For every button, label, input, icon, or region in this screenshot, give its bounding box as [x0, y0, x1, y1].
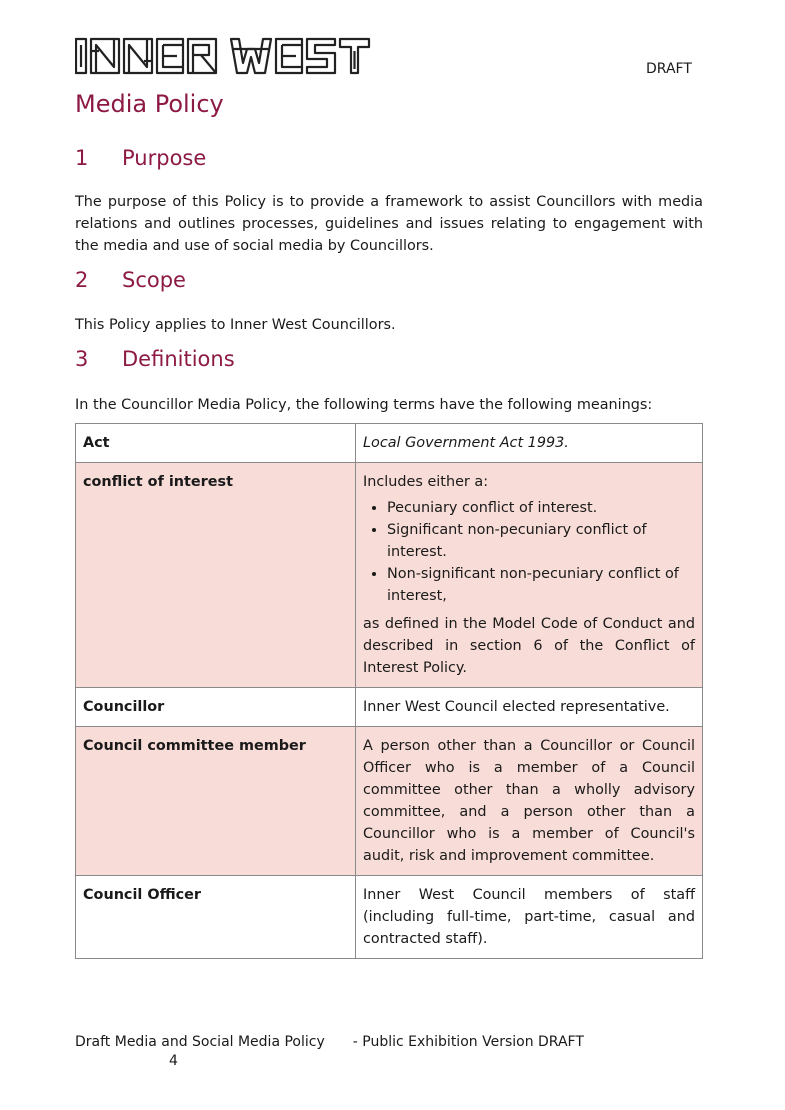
definitions-intro: In the Councillor Media Policy, the following terms have the following meanings: — [75, 397, 653, 413]
definition-list — [363, 497, 695, 607]
definition-term: Act — [76, 424, 356, 463]
section-heading-purpose — [75, 146, 206, 170]
definition-term: Council committee member — [76, 727, 356, 876]
page-footer — [75, 1031, 584, 1053]
list-item: • Non-significant non-pecuniary conflict of interest, — [387, 563, 695, 607]
table-row — [76, 727, 703, 876]
footer-document-title: Draft Media and Social Media Policy — [75, 1034, 325, 1050]
section-heading-definitions — [75, 347, 235, 371]
section-number: 3 — [75, 347, 89, 371]
section-heading-scope — [75, 268, 186, 292]
section-title: Scope — [122, 268, 186, 292]
table-row — [76, 463, 703, 688]
purpose-paragraph: The purpose of this Policy is to provide a framework to assist Councillors with media relations and outlines processes, guidelines and issues relating to engagement with the media and use of social media by Councillors. — [75, 194, 703, 254]
footer-version: - Public Exhibition Version DRAFT — [352, 1034, 584, 1050]
act-title: Local Government Act 1993. — [363, 435, 569, 451]
definition-text: Inner West Council elected representative. — [356, 688, 703, 727]
list-item: • Significant non-pecuniary conflict of interest. — [387, 519, 695, 563]
draft-label: DRAFT — [646, 61, 692, 77]
inner-west-logo — [75, 37, 371, 79]
definition-term: Council Officer — [76, 876, 356, 959]
table-row — [76, 876, 703, 959]
definition-term: Councillor — [76, 688, 356, 727]
section-number: 2 — [75, 268, 89, 292]
section-title: Purpose — [122, 146, 207, 170]
document-title: Media Policy — [75, 90, 224, 118]
definition-text — [356, 424, 703, 463]
definition-outro: as defined in the Model Code of Conduct and described in section 6 of the Conflict of Interest Policy. — [363, 616, 695, 676]
table-row — [76, 688, 703, 727]
scope-paragraph: This Policy applies to Inner West Councillors. — [75, 317, 396, 333]
page-number: 4 — [169, 1053, 178, 1069]
definition-intro: Includes either a: — [363, 474, 489, 490]
definition-text — [356, 463, 703, 688]
definition-text: Inner West Council members of staff (including full-time, part-time, casual and contracted staff). — [356, 876, 703, 959]
definition-term: conflict of interest — [76, 463, 356, 688]
section-number: 1 — [75, 146, 89, 170]
definitions-table — [75, 423, 703, 959]
list-item: • Pecuniary conflict of interest. — [387, 497, 695, 519]
table-row — [76, 424, 703, 463]
section-title: Definitions — [122, 347, 235, 371]
definition-text: A person other than a Councillor or Council Officer who is a member of a Council committee other than a wholly advisory committee, and a person other than a Councillor who is a member of Council's audit, risk and improvement committee. — [356, 727, 703, 876]
